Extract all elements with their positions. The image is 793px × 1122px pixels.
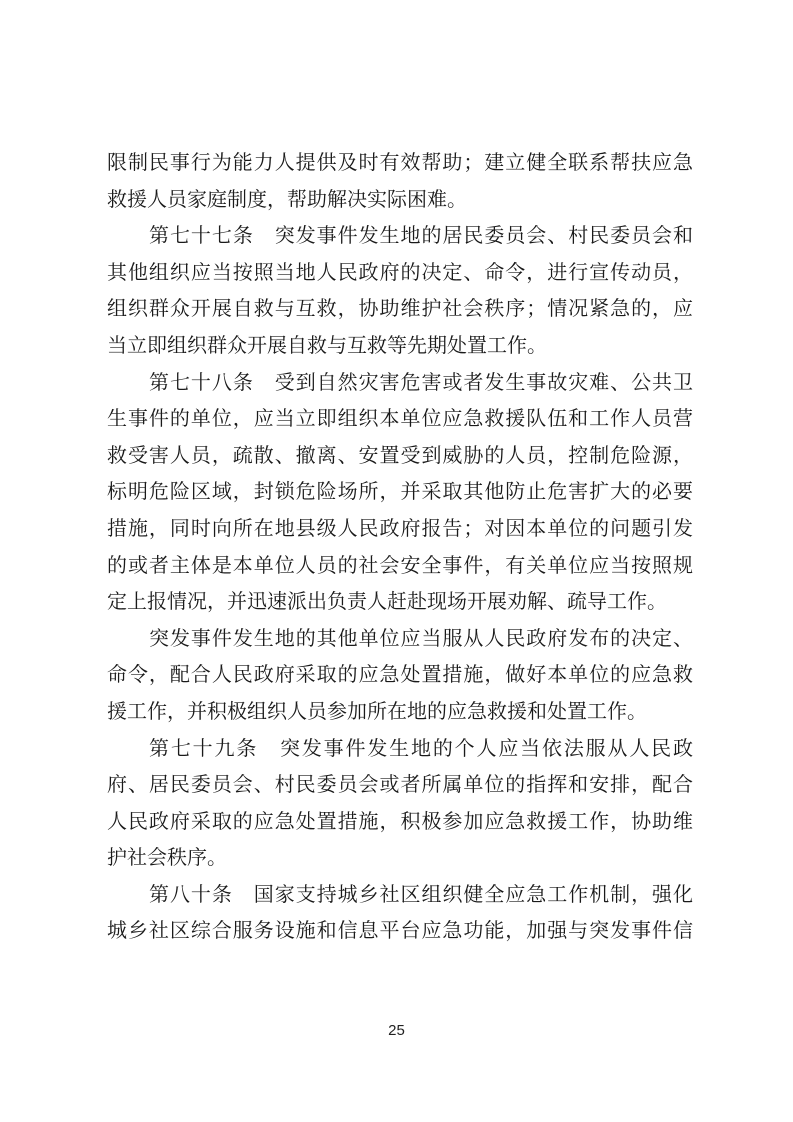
text-line: 命令，配合人民政府采取的应急处置措施，做好本单位的应急救 [107,662,693,687]
text-line: 标明危险区域，封锁危险场所，并采取其他防止危害扩大的必要 [107,479,693,504]
text-line: 生事件的单位，应当立即组织本单位应急救援队伍和工作人员营 [107,406,693,431]
text-line: 府、居民委员会、村民委员会或者所属单位的指挥和安排，配合 [107,772,693,797]
text-line: 第七十九条 突发事件发生地的个人应当依法服从人民政 [149,735,693,760]
text-line: 当立即组织群众开展自救与互救等先期处置工作。 [107,332,547,357]
text-line: 城乡社区综合服务设施和信息平台应急功能，加强与突发事件信 [107,918,693,943]
text-line: 第七十八条 受到自然灾害危害或者发生事故灾难、公共卫 [149,369,693,394]
text-line: 措施，同时向所在地县级人民政府报告；对因本单位的问题引发 [107,515,693,540]
page-number: 25 [388,1022,405,1039]
text-line: 第八十条 国家支持城乡社区组织健全应急工作机制，强化 [149,881,693,906]
text-line: 救援人员家庭制度，帮助解决实际困难。 [107,186,467,211]
text-line: 突发事件发生地的其他单位应当服从人民政府发布的决定、 [149,625,693,650]
text-line: 其他组织应当按照当地人民政府的决定、命令，进行宣传动员， [107,259,693,284]
text-line: 人民政府采取的应急处置措施，积极参加应急救援工作，协助维 [107,808,693,833]
text-line: 组织群众开展自救与互救，协助维护社会秩序；情况紧急的，应 [107,296,693,321]
text-line: 定上报情况，并迅速派出负责人赶赴现场开展劝解、疏导工作。 [107,589,667,614]
body-text [107,144,693,949]
text-line: 护社会秩序。 [107,845,227,870]
text-line: 救受害人员，疏散、撤离、安置受到威胁的人员，控制危险源， [107,442,693,467]
text-line: 的或者主体是本单位人员的社会安全事件，有关单位应当按照规 [107,552,693,577]
text-line: 限制民事行为能力人提供及时有效帮助；建立健全联系帮扶应急 [107,150,693,174]
text-line: 第七十七条 突发事件发生地的居民委员会、村民委员会和 [149,223,693,248]
text-line: 援工作，并积极组织人员参加所在地的应急救援和处置工作。 [107,698,647,723]
